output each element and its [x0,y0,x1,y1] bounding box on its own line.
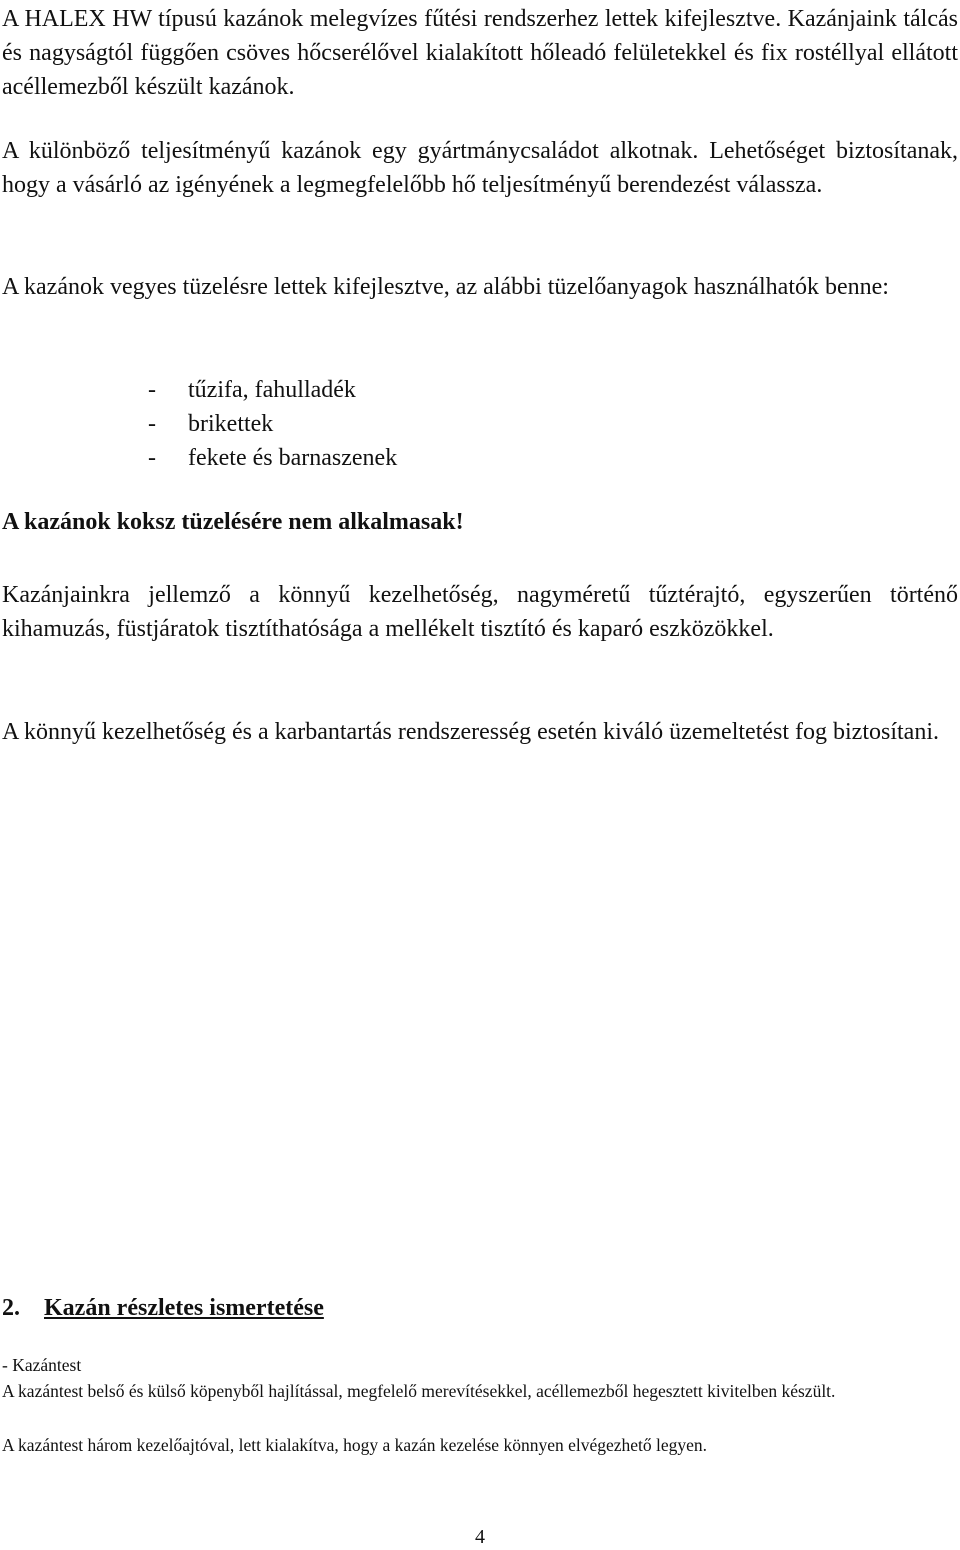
list-item [148,373,397,407]
body-paragraph-doors: A kazántest három kezelőajtóval, lett kialakítva, hogy a kazán kezelése könnyen elvégezhető legyen. [2,1435,708,1455]
section-heading [2,1291,324,1325]
intro-paragraph: A HALEX HW típusú kazánok melegvízes fűtési rendszerhez lettek kifejlesztve. Kazánjaink tálcás és nagyságtól függően csöves hőcserélővel kialakított hőleadó felületekkel és fix rostéllyal ellátott acéllemezből készült kazánok. [2,6,958,100]
features-paragraph: Kazánjainkra jellemző a könnyű kezelhetőség, nagyméretű tűztérajtó, egyszerűen történő kihamuzás, füstjáratok tisztíthatósága a mellékelt tisztító és kaparó eszközökkel. [2,582,958,642]
list-marker: - [148,411,156,437]
list-item-text: tűzifa, fahulladék [188,377,356,403]
product-family-paragraph: A különböző teljesítményű kazánok egy gyártmánycsaládot alkotnak. Lehetőséget biztosítanak, hogy a vásárló az igényének a legmegfelelőbb hő teljesítményű berendezést válassza. [2,138,958,198]
list-item [148,441,397,475]
coke-warning: A kazánok koksz tüzelésére nem alkalmasak! [2,509,464,535]
fuel-intro-paragraph: A kazánok vegyes tüzelésre lettek kifejlesztve, az alábbi tüzelőanyagok használhatók benne: [2,274,889,300]
section-title: Kazán részletes ismertetése [44,1295,324,1321]
list-item-text: fekete és barnaszenek [188,445,398,471]
list-item [148,407,397,441]
maintenance-paragraph: A könnyű kezelhetőség és a karbantartás rendszeresség esetén kiváló üzemeltetést fog biztosítani. [2,719,939,745]
page-number: 4 [475,1526,485,1548]
list-item-text: brikettek [188,411,274,437]
subsection-label: - Kazántest [2,1355,82,1375]
list-marker: - [148,445,156,471]
body-paragraph-shell: A kazántest belső és külső köpenyből hajlítással, megfelelő merevítésekkel, acéllemezből hegesztett kivitelben készült. [2,1381,836,1401]
section-number: 2. [2,1295,20,1321]
fuel-list [148,373,397,475]
list-marker: - [148,377,156,403]
